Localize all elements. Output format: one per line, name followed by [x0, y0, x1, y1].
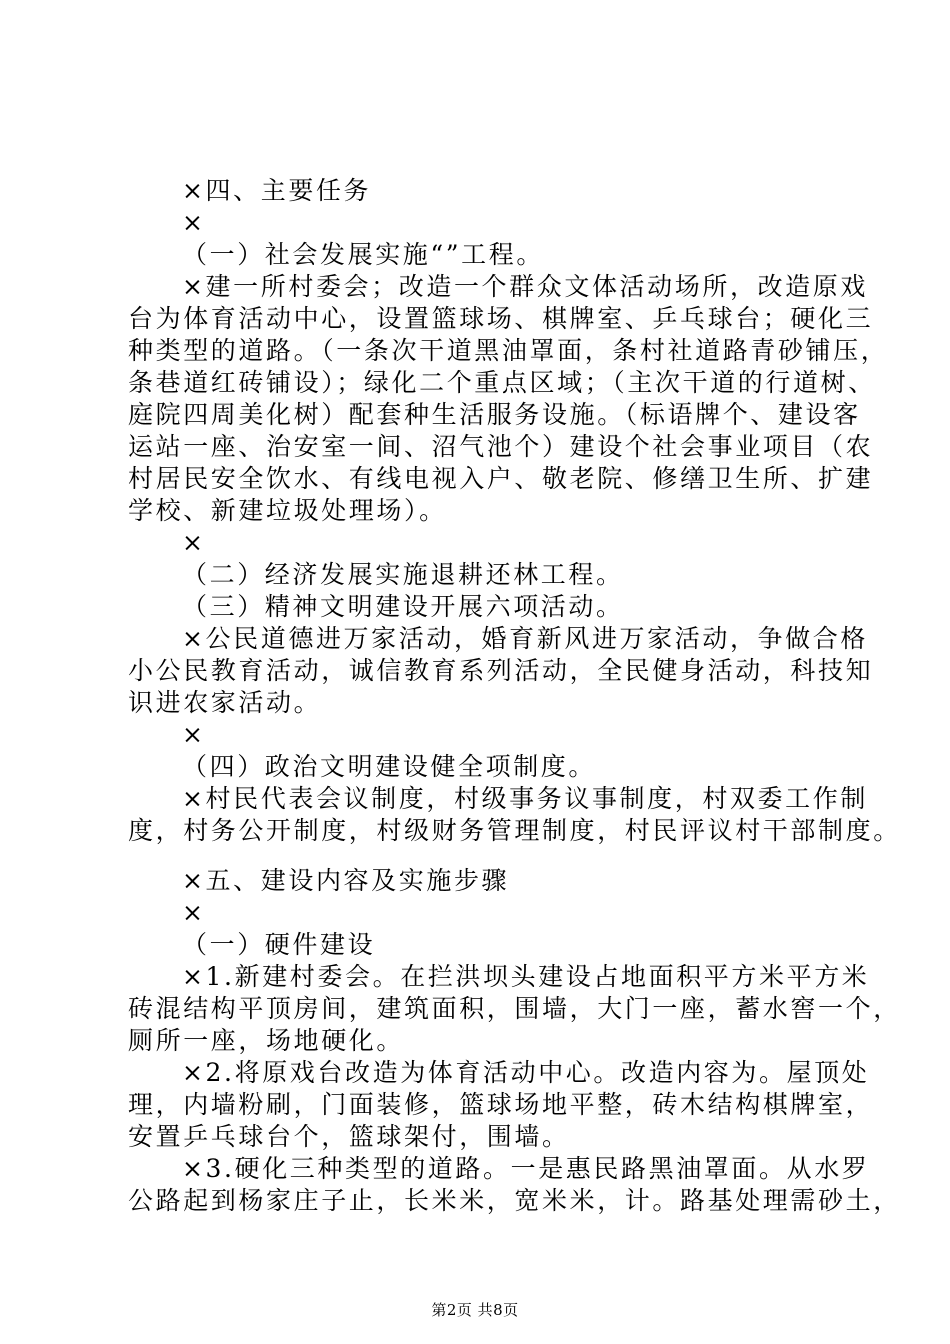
- page-footer: 第2页 共8页: [431, 1301, 519, 1319]
- section-heading-construction: ×五、建设内容及实施步骤: [182, 866, 510, 895]
- paragraph-line: 小公民教育活动，诚信教育系列活动，全民健身活动，科技知: [128, 656, 874, 685]
- paragraph-line: ×: [182, 720, 206, 749]
- paragraph-line: ×1.新建村委会。在拦洪坝头建设占地面积平方米平方米: [182, 962, 870, 991]
- paragraph-line: 安置乒乓球台个，篮球架付，围墙。: [128, 1122, 570, 1151]
- paragraph-line: 村居民安全饮水、有线电视入户、敬老院、修缮卫生所、扩建: [128, 464, 874, 493]
- paragraph-line: 庭院四周美化树）配套种生活服务设施。（标语牌个、建设客: [128, 400, 861, 429]
- paragraph-line: ×: [182, 898, 206, 927]
- paragraph-line: 台为体育活动中心，设置篮球场、棋牌室、乒乓球台；硬化三: [128, 304, 874, 333]
- paragraph-line: 种类型的道路。（一条次干道黑油罩面，条村社道路青砂铺压，: [128, 336, 889, 365]
- paragraph-line: 度，村务公开制度，村级财务管理制度，村民评议村干部制度。: [128, 816, 901, 845]
- paragraph-line: 理，内墙粉刷，门面装修，篮球场地平整，砖木结构棋牌室，: [128, 1090, 874, 1119]
- paragraph-line: ×3.硬化三种类型的道路。一是惠民路黑油罩面。从水罗: [182, 1154, 870, 1183]
- paragraph-line: ×: [182, 208, 206, 237]
- subheading-spiritual-civilization: （三）精神文明建设开展六项活动。: [182, 592, 624, 621]
- section-heading-main-tasks: ×四、主要任务: [182, 176, 372, 205]
- paragraph-line: 公路起到杨家庄子止，长米米，宽米米，计。路基处理需砂土，: [128, 1186, 901, 1215]
- paragraph-line: ×公民道德进万家活动，婚育新风进万家活动，争做合格: [182, 624, 868, 653]
- paragraph-line: 运站一座、治安室一间、沼气池个）建设个社会事业项目（农: [128, 432, 874, 461]
- document-body: [128, 175, 901, 1217]
- subheading-economic-development: （二）经济发展实施退耕还林工程。: [182, 560, 624, 589]
- paragraph-line: ×2.将原戏台改造为体育活动中心。改造内容为。屋顶处: [182, 1058, 870, 1087]
- paragraph-line: ×村民代表会议制度，村级事务议事制度，村双委工作制: [182, 784, 868, 813]
- paragraph-line: 厕所一座，场地硬化。: [128, 1026, 405, 1055]
- paragraph-line: 条巷道红砖铺设）；绿化二个重点区域；（主次干道的行道树、: [128, 368, 876, 397]
- paragraph-line: ×: [182, 528, 206, 557]
- paragraph-line: ×建一所村委会；改造一个群众文体活动场所，改造原戏: [182, 272, 868, 301]
- subheading-political-civilization: （四）政治文明建设健全项制度。: [182, 752, 597, 781]
- subheading-social-development: （一）社会发展实施“”工程。: [182, 240, 544, 269]
- paragraph-line: 砖混结构平顶房间，建筑面积，围墙，大门一座，蓄水窖一个，: [128, 994, 901, 1023]
- subheading-hardware: （一）硬件建设: [182, 930, 376, 959]
- paragraph-line: 识进农家活动。: [128, 688, 322, 717]
- paragraph-line: 学校、新建垃圾处理场）。: [128, 496, 447, 525]
